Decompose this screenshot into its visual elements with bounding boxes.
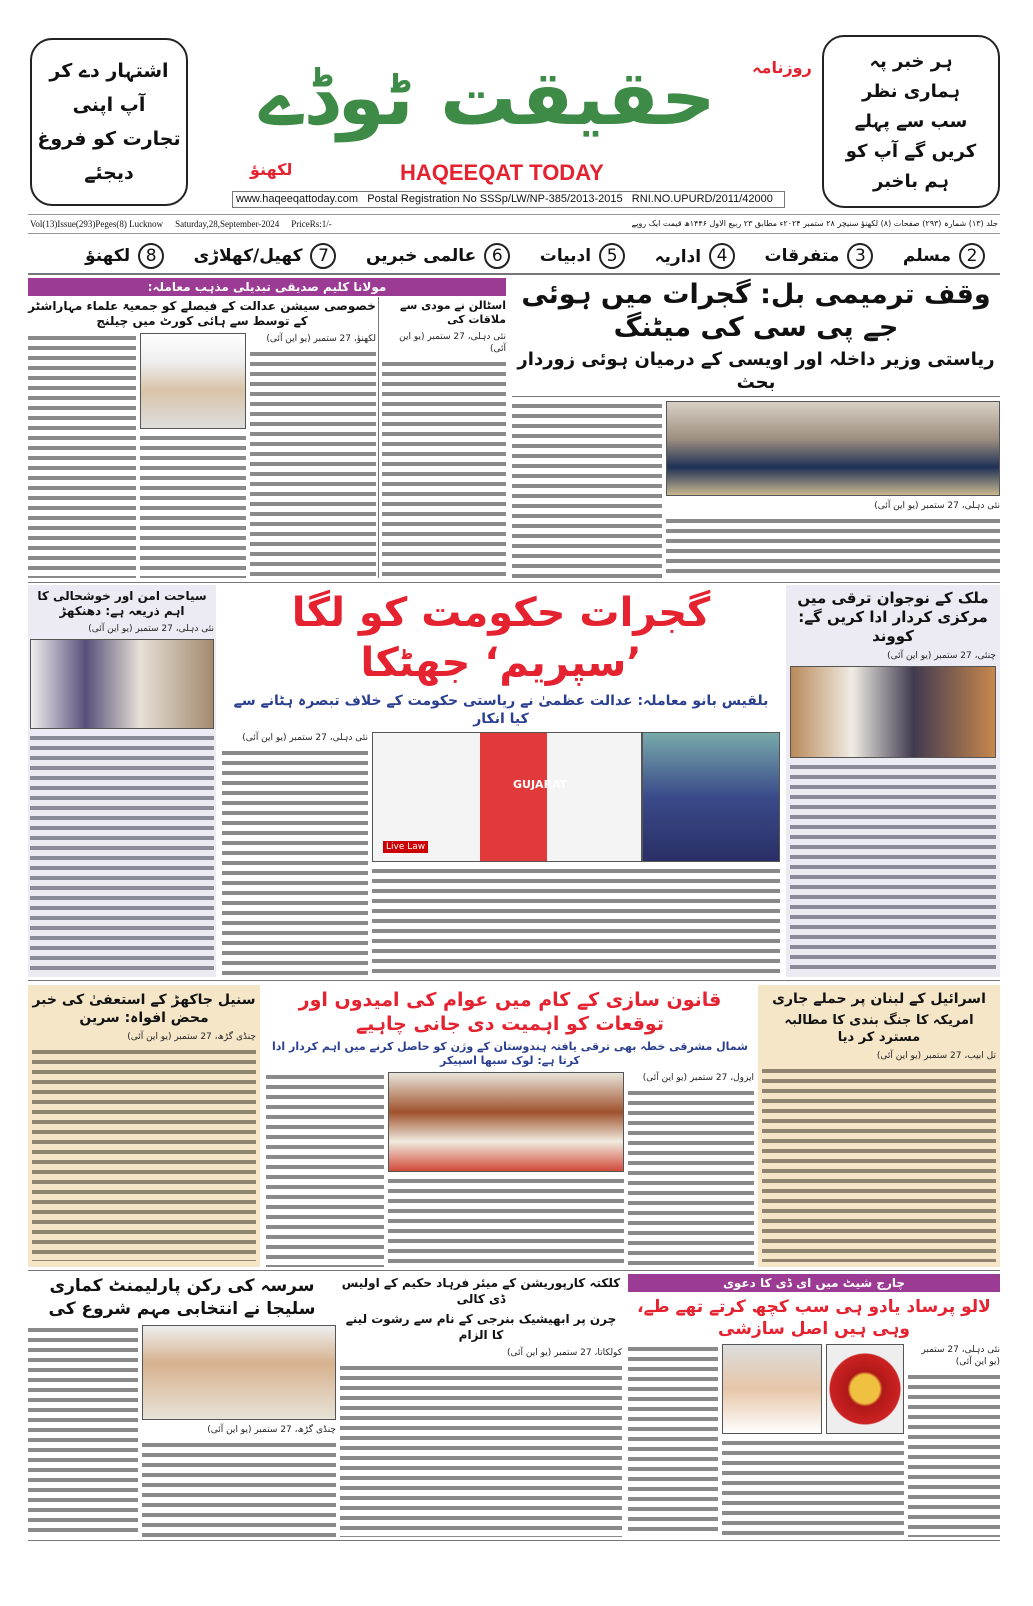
israel-headline: اسرائیل کے لبنان پر حملے جاری — [772, 991, 986, 1007]
issue-price: PriceRs:1/- — [291, 218, 332, 229]
section-link-3[interactable] — [765, 243, 874, 269]
lalu-story — [628, 1274, 1000, 1537]
section-link-8[interactable] — [85, 243, 164, 269]
issue-date: Saturday,28,September-2024 — [175, 218, 280, 229]
ad-line: تجارت کو فروغ — [37, 128, 181, 150]
kaleem-body — [140, 433, 246, 578]
divider — [28, 1540, 1000, 1541]
ad-line: دیجئے — [84, 162, 134, 184]
law-body — [388, 1176, 624, 1267]
live-law-logo: Live Law — [383, 841, 428, 853]
selja-body — [142, 1440, 336, 1537]
stalin-headline: اسٹالن نے مودی سے ملاقات کی — [400, 299, 506, 326]
lalu-banner: چارج شیٹ میں ای ڈی کا دعوی — [628, 1274, 1000, 1292]
bilkis-bano-photo — [642, 732, 780, 862]
waqf-story — [512, 278, 1000, 578]
stalin-story — [382, 299, 506, 578]
israel-story — [758, 985, 1000, 1267]
lalu-body — [908, 1372, 1000, 1537]
waqf-subhead: ریاستی وزیر داخلہ اور اویسی کے درمیان ہوئی زوردار بحث — [512, 348, 1000, 397]
dateline: نئی دہلی، 27 ستمبر (یو این آئی) — [874, 501, 1000, 511]
assembly-photo — [388, 1072, 624, 1172]
supreme-court-photo — [372, 732, 642, 862]
issue-info: Vol(13)Issue(293)Peges(8) Lucknow — [30, 218, 164, 229]
registration-bar: www.haqeeqattoday.com Postal Registration No SSSp/LW/NP-385/2013-2015 RNI.NO.UPURD/2011/42000 — [232, 191, 785, 208]
dateline: ایزول، 27 ستمبر (یو این آئی) — [642, 1073, 754, 1083]
youth-headline: ملک کے نوجوان ترقی میں مرکزی کردار ادا کریں گے: کووند — [797, 589, 989, 645]
tourism-body — [30, 733, 214, 973]
gujarat-story — [222, 588, 780, 977]
kaleem-body — [28, 333, 136, 578]
selja-photo — [142, 1325, 336, 1420]
section-link-6[interactable] — [366, 243, 510, 269]
ad-line: آپ اپنی — [72, 94, 146, 116]
dateline: نئی دہلی، 27 ستمبر (یو این آئی) — [399, 332, 506, 354]
kolkata-subhead: چرن پر ابھیشیک بنرجی کے نام سے رشوت لینے کا الزام — [345, 1312, 617, 1342]
section-link-5[interactable] — [540, 243, 625, 269]
info-line — [28, 214, 1000, 234]
logo-city: لکھنؤ — [250, 160, 293, 179]
kolkata-headline: کلکتہ کارپوریشن کے میئر فرہاد حکیم کے اولیس ڈی کالی — [341, 1276, 621, 1306]
law-story — [266, 988, 754, 1267]
dateline: تل ابیب، 27 ستمبر (یو این آئی) — [876, 1051, 996, 1061]
kaleem-story — [28, 299, 376, 578]
lalu-photo — [722, 1344, 822, 1434]
section-number: 8 — [138, 243, 164, 269]
section-link-7[interactable] — [194, 243, 337, 269]
lalu-body — [628, 1344, 718, 1537]
selja-story — [28, 1275, 336, 1537]
stalin-body — [382, 359, 506, 578]
section-number: 4 — [709, 243, 735, 269]
kovind-photo — [790, 666, 996, 758]
jakhar-story — [28, 985, 260, 1267]
issue-urdu: جلد (۱۳) شمارہ (۲۹۳) صفحات (۸) لکھنؤ سنیچر ۲۸ ستمبر ۲۰۲۴ء مطابق ۲۳ ربیع الاول ۱۴۴۶ھ قیمت ایک روپے — [631, 219, 998, 228]
section-number: 6 — [484, 243, 510, 269]
gujarat-subhead: بلقیس بانو معاملہ: عدالت عظمیٰ نے ریاستی حکومت کے خلاف تبصرہ ہٹانے سے کیا انکار — [233, 693, 769, 727]
youth-story — [786, 585, 1000, 977]
section-label: ادبیات — [539, 246, 592, 266]
gujarat-headline: گجرات حکومت کو لگا ’سپریم‘ جھٹکا — [291, 590, 711, 686]
section-label: لکھنؤ — [85, 246, 131, 266]
kolkata-story — [340, 1275, 622, 1537]
dateline: نئی دہلی، 27 ستمبر (یو این آئی) — [921, 1345, 1000, 1367]
ed-logo — [826, 1344, 904, 1434]
divider — [28, 1270, 1000, 1271]
ad-line: کریں گے آپ کو — [845, 140, 977, 162]
kolkata-body — [340, 1363, 622, 1537]
jakhar-headline: سنیل جاکھڑ کے استعفیٰ کی خبر محض افواہ: سرین — [32, 992, 256, 1026]
israel-subhead: امریکہ کا جنگ بندی کا مطالبہ مسترد کر دیا — [784, 1013, 974, 1045]
section-label: عالمی خبریں — [365, 246, 477, 266]
section-label: متفرقات — [764, 246, 840, 266]
ad-line: ہر خبر پہ — [869, 50, 953, 72]
logo-english: HAQEEQAT TODAY — [400, 160, 604, 185]
left-ad-box — [30, 38, 188, 206]
kaleem-photo — [140, 333, 246, 429]
logo-urdu: حقیقت ٹوڈے — [259, 53, 716, 142]
dateline: کولکاتا، 27 ستمبر (یو این آئی) — [507, 1348, 622, 1358]
law-body — [266, 1072, 384, 1267]
gujarat-body — [372, 866, 780, 977]
lalu-headline: لالو پرساد یادو ہی سب کچھ کرتے تھے طے، وہی ہیں اصل سازشی — [637, 1297, 991, 1339]
law-body — [628, 1088, 754, 1267]
dateline: چنڈی گڑھ، 27 ستمبر (یو این آئی) — [207, 1425, 336, 1435]
section-label: مسلم — [902, 246, 951, 266]
ad-line: ہماری نظر — [862, 80, 960, 102]
dhankhar-photo — [30, 639, 214, 729]
selja-headline: سرسہ کی رکن پارلیمنٹ کماری سلیجا نے انتخابی مہم شروع کی — [48, 1276, 316, 1319]
kaleem-headline: خصوصی سیشن عدالت کے فیصلے کو جمعیۃ علماء مہاراشٹر کے توسط سے ہائی کورٹ میں چیلنج — [28, 299, 376, 328]
section-label: اداریہ — [654, 246, 702, 267]
divider — [28, 582, 1000, 583]
right-ad-box — [822, 35, 1000, 208]
logo-prefix: روزنامہ — [752, 58, 812, 77]
ad-line: سب سے پہلے — [854, 110, 968, 132]
waqf-headline: وقف ترمیمی بل: گجرات میں ہوئی جے پی سی کی میٹنگ — [521, 279, 991, 343]
law-subhead: شمال مشرقی خطہ بھی ترقی یافتہ ہندوستان کے وژن کو حاصل کرنے میں اہم کردار ادا کرتا ہے: لوک سبھا اسپیکر — [272, 1040, 748, 1067]
waqf-body — [512, 401, 662, 578]
israel-body — [762, 1066, 996, 1262]
youth-body — [790, 762, 996, 973]
dateline: چنئی، 27 ستمبر (یو این آئی) — [887, 651, 996, 661]
section-number: 7 — [310, 243, 336, 269]
ad-line: ہم باخبر — [873, 170, 949, 192]
kaleem-body — [250, 349, 376, 578]
ad-line: اشتہار دے کر — [49, 60, 169, 82]
selja-body — [28, 1325, 138, 1537]
dateline: لکھنؤ، 27 ستمبر (یو این آئی) — [266, 334, 376, 344]
tourism-headline: سیاحت امن اور خوشحالی کا اہم ذریعہ ہے: دھنکھڑ — [37, 589, 207, 618]
jpc-meeting-photo — [666, 401, 1000, 496]
waqf-body — [666, 516, 1000, 578]
section-number: 2 — [959, 243, 985, 269]
section-number: 5 — [599, 243, 625, 269]
jakhar-body — [32, 1047, 256, 1261]
gujarat-body — [222, 748, 368, 977]
section-link-2[interactable] — [903, 243, 985, 269]
lalu-body — [722, 1438, 904, 1537]
gujarat-map-label: GUJARAT — [513, 778, 568, 791]
divider — [28, 980, 1000, 981]
law-headline: قانون سازی کے کام میں عوام کی امیدوں اور توقعات کو اہمیت دی جانی چاہیے — [298, 989, 722, 1035]
tourism-story — [28, 585, 216, 977]
dateline: نئی دہلی، 27 ستمبر (یو این آئی) — [88, 624, 214, 634]
section-number: 3 — [847, 243, 873, 269]
divider — [28, 273, 1000, 275]
section-nav — [85, 242, 985, 270]
section-link-4[interactable] — [655, 243, 736, 269]
kaleem-banner: مولانا کلیم صدیقی تبدیلی مذہب معاملہ: — [28, 278, 506, 296]
section-label: کھیل/کھلاڑی — [193, 246, 303, 266]
dateline: نئی دہلی، 27 ستمبر (یو این آئی) — [242, 733, 368, 743]
dateline: چنڈی گڑھ، 27 ستمبر (یو این آئی) — [127, 1032, 256, 1042]
divider — [378, 297, 379, 578]
